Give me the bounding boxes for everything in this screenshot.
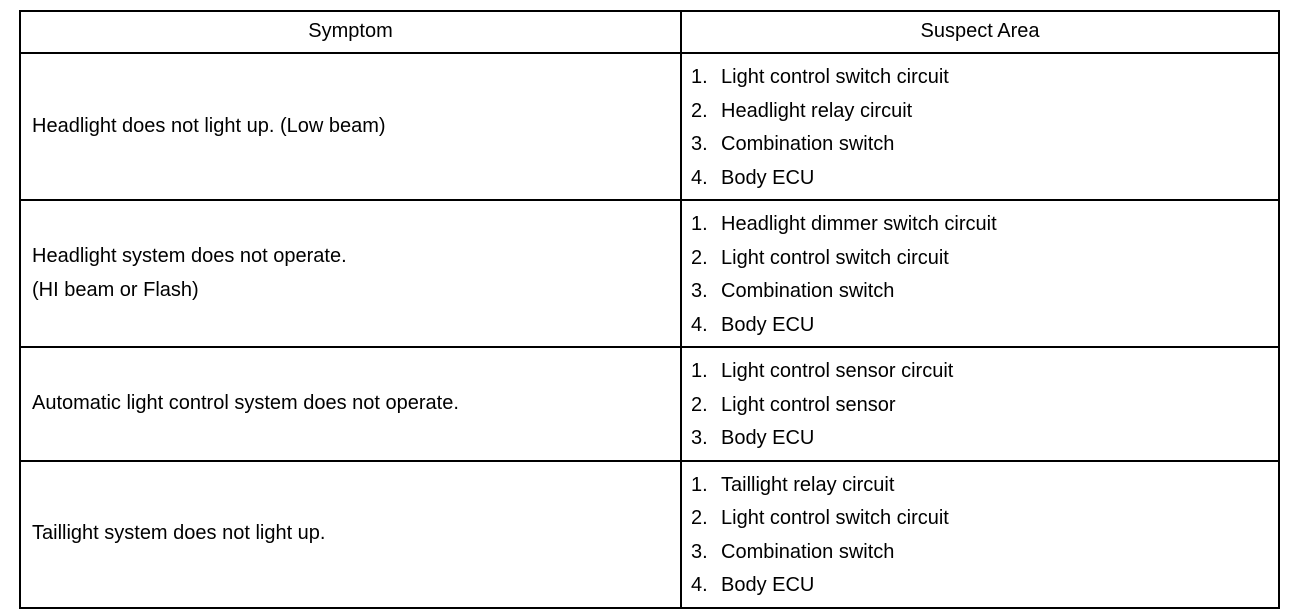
symptom-column-header: Symptom (20, 11, 681, 53)
suspect-area-item (691, 469, 1278, 503)
suspect-area-number: 2. (691, 507, 708, 529)
symptom-text: Headlight does not light up. (Low beam) (32, 114, 386, 137)
suspect-area-number: 4. (691, 166, 708, 189)
symptom-cell (20, 347, 681, 461)
suspect-area-number: 1. (691, 66, 708, 88)
suspect-area-item (691, 242, 1278, 276)
table-row (20, 347, 1279, 461)
symptom-text: Automatic light control system does not operate. (32, 392, 459, 414)
suspect-area-text: Headlight relay circuit (721, 99, 913, 122)
suspect-area-item (691, 536, 1278, 570)
table-row (20, 461, 1279, 608)
suspect-area-number: 3. (691, 280, 708, 302)
table-row (20, 200, 1279, 347)
suspect-area-text: Body ECU (721, 313, 815, 336)
symptom-cell (20, 200, 681, 347)
suspect-area-text: Light control switch circuit (721, 507, 949, 529)
suspect-area-text: Headlight dimmer switch circuit (721, 213, 997, 235)
suspect-area-number: 4. (691, 574, 708, 596)
suspect-area-item (691, 389, 1278, 423)
suspect-area-text: Body ECU (721, 574, 815, 596)
suspect-area-item (691, 355, 1278, 389)
suspect-area-number: 1. (691, 360, 708, 382)
suspect-area-item (691, 128, 1278, 162)
symptom-text: Headlight system does not operate. (32, 245, 347, 267)
suspect-area-text: Combination switch (721, 280, 895, 302)
table-header-row (20, 11, 1279, 53)
suspect-area-number: 3. (691, 540, 708, 563)
suspect-area-cell (681, 200, 1279, 347)
suspect-area-number: 3. (691, 427, 708, 449)
symptom-text: (HI beam or Flash) (32, 278, 199, 301)
symptom-table-container (19, 10, 1278, 609)
suspect-area-text: Light control switch circuit (721, 66, 949, 88)
suspect-area-text: Combination switch (721, 133, 895, 155)
symptom-text: Taillight system does not light up. (32, 522, 326, 545)
suspect-area-number: 2. (691, 99, 708, 122)
table-row (20, 53, 1279, 200)
suspect-area-column-header: Suspect Area (681, 11, 1279, 53)
suspect-area-item (691, 275, 1278, 309)
suspect-area-text: Combination switch (721, 540, 895, 563)
suspect-area-cell (681, 347, 1279, 461)
suspect-area-text: Body ECU (721, 427, 815, 449)
suspect-area-item (691, 422, 1278, 456)
suspect-area-item (691, 162, 1278, 196)
symptom-table (19, 10, 1280, 609)
symptom-cell (20, 53, 681, 200)
suspect-area-item (691, 502, 1278, 536)
suspect-area-text: Body ECU (721, 166, 815, 189)
suspect-area-cell (681, 461, 1279, 608)
suspect-area-number: 3. (691, 133, 708, 155)
suspect-area-number: 1. (691, 213, 708, 235)
suspect-area-number: 1. (691, 473, 708, 496)
suspect-area-item (691, 95, 1278, 129)
suspect-area-item (691, 61, 1278, 95)
symptom-cell (20, 461, 681, 608)
suspect-area-number: 2. (691, 393, 708, 416)
suspect-area-text: Light control sensor circuit (721, 360, 954, 382)
suspect-area-item (691, 569, 1278, 603)
suspect-area-text: Light control sensor (721, 393, 896, 416)
suspect-area-item (691, 309, 1278, 343)
suspect-area-item (691, 208, 1278, 242)
suspect-area-text: Taillight relay circuit (721, 473, 895, 496)
suspect-area-cell (681, 53, 1279, 200)
suspect-area-text: Light control switch circuit (721, 246, 949, 269)
suspect-area-number: 2. (691, 246, 708, 269)
table-body (20, 53, 1279, 608)
suspect-area-number: 4. (691, 313, 708, 336)
